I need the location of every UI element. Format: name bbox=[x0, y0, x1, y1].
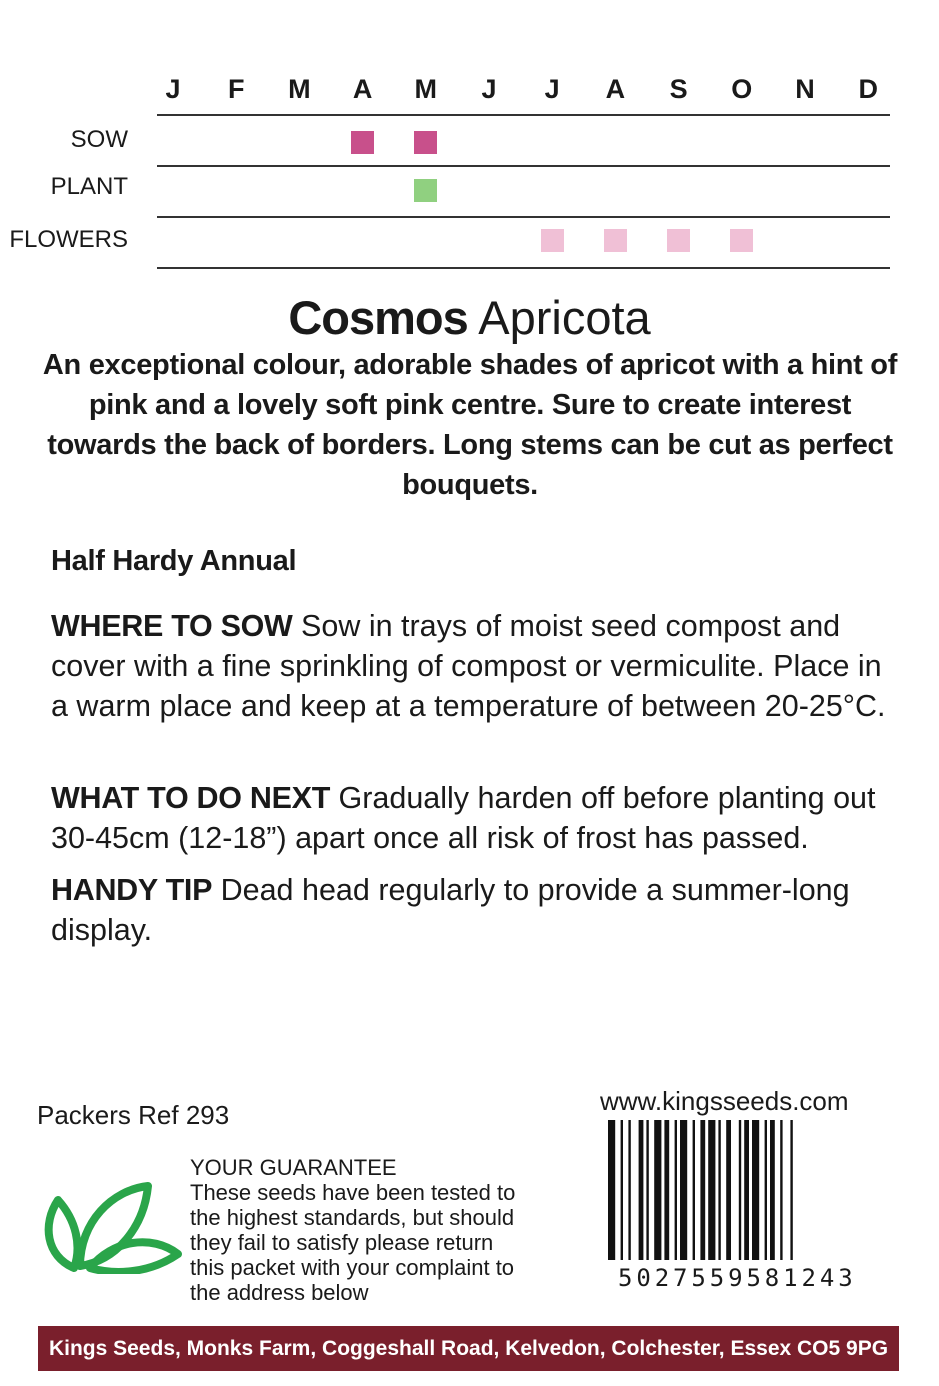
barcode-bar bbox=[752, 1120, 759, 1260]
month-label: A bbox=[352, 74, 373, 104]
calendar-cell-flowers bbox=[730, 229, 753, 252]
packers-ref: Packers Ref 293 bbox=[37, 1100, 230, 1130]
instruction-where-to-sow bbox=[51, 606, 901, 726]
barcode-bar bbox=[628, 1120, 630, 1260]
month-label: D bbox=[858, 74, 878, 104]
barcode-bar bbox=[780, 1120, 782, 1260]
instruction-what-next bbox=[51, 778, 901, 858]
month-label: F bbox=[227, 74, 245, 104]
barcode-bar bbox=[708, 1120, 715, 1260]
instruction-text: Sow in trays of moist seed compost and cover with a fine sprinkling of compost or vermiculite. Place in a warm place and keep at a temperature of between 20-25°C. bbox=[51, 609, 886, 723]
barcode-bar bbox=[765, 1120, 767, 1260]
guarantee-line: These seeds have been tested to bbox=[190, 1180, 516, 1205]
row-label-plant: PLANT bbox=[50, 173, 128, 200]
row-label-sow: SOW bbox=[70, 126, 128, 153]
instruction-text: Dead head regularly to provide a summer-long display. bbox=[51, 873, 850, 947]
barcode-bar bbox=[664, 1120, 669, 1260]
instruction-heading: HANDY TIP bbox=[51, 873, 213, 907]
month-label: A bbox=[605, 74, 626, 104]
instruction-heading: WHAT TO DO NEXT bbox=[51, 781, 331, 815]
barcode-bar bbox=[675, 1120, 677, 1260]
barcode-bar bbox=[726, 1120, 731, 1260]
barcode-bar bbox=[608, 1120, 615, 1260]
month-label: M bbox=[288, 74, 311, 104]
website-url: www.kingsseeds.com bbox=[600, 1086, 849, 1116]
instruction-text: Gradually harden off before planting out 30-45cm (12-18”) apart once all risk of frost has passed. bbox=[51, 781, 876, 855]
barcode-bar bbox=[680, 1120, 687, 1260]
barcode-bar bbox=[718, 1120, 720, 1260]
barcode-bar bbox=[639, 1120, 644, 1260]
barcode bbox=[606, 1120, 896, 1268]
leaf-logo-icon bbox=[40, 1178, 182, 1274]
barcode-bar bbox=[621, 1120, 623, 1260]
calendar-cell-flowers bbox=[541, 229, 564, 252]
barcode-bar bbox=[654, 1120, 661, 1260]
guarantee-line: they fail to satisfy please return bbox=[190, 1230, 494, 1255]
guarantee-line: the address below bbox=[190, 1280, 369, 1305]
barcode-bar bbox=[739, 1120, 741, 1260]
guarantee-line: this packet with your complaint to bbox=[190, 1255, 515, 1280]
calendar-divider bbox=[157, 216, 890, 218]
product-name-variety: Apricota bbox=[478, 291, 651, 344]
instruction-handy-tip bbox=[51, 870, 901, 950]
barcode-bar bbox=[646, 1120, 648, 1260]
calendar-cell-sow bbox=[351, 131, 374, 154]
guarantee-block bbox=[190, 1155, 580, 1305]
barcode-bar bbox=[790, 1120, 792, 1260]
calendar-cell-flowers bbox=[604, 229, 627, 252]
month-label: O bbox=[731, 74, 753, 104]
product-title bbox=[0, 290, 939, 345]
barcode-bar bbox=[693, 1120, 695, 1260]
month-label: J bbox=[544, 74, 560, 104]
calendar-divider bbox=[157, 267, 890, 269]
barcode-bar bbox=[700, 1120, 705, 1260]
calendar-divider bbox=[157, 114, 890, 116]
barcode-bar bbox=[744, 1120, 749, 1260]
barcode-bar bbox=[770, 1120, 775, 1260]
product-description: An exceptional colour, adorable shades of apricot with a hint of pink and a lovely soft pink centre. Sure to create interest towards the back of borders. Long stems can be cut as perfect bouquets. bbox=[42, 349, 898, 501]
barcode-number: 5027559581243 bbox=[618, 1264, 857, 1292]
guarantee-title: YOUR GUARANTEE bbox=[190, 1155, 397, 1180]
calendar-divider bbox=[157, 165, 890, 167]
month-label: J bbox=[165, 74, 181, 104]
month-label: M bbox=[414, 74, 438, 104]
calendar-cell-plant bbox=[414, 179, 437, 202]
plant-type: Half Hardy Annual bbox=[51, 545, 297, 577]
calendar-cell-sow bbox=[414, 131, 437, 154]
month-label: S bbox=[669, 74, 688, 104]
guarantee-line: the highest standards, but should bbox=[190, 1205, 515, 1230]
month-label: J bbox=[481, 74, 497, 104]
month-label: N bbox=[795, 74, 815, 104]
calendar-cell-flowers bbox=[667, 229, 690, 252]
row-label-flowers: FLOWERS bbox=[9, 226, 128, 253]
product-name-bold: Cosmos bbox=[288, 291, 468, 344]
address-banner: Kings Seeds, Monks Farm, Coggeshall Road, Kelvedon, Colchester, Essex CO5 9PG bbox=[38, 1326, 899, 1371]
instruction-heading: WHERE TO SOW bbox=[51, 609, 293, 643]
